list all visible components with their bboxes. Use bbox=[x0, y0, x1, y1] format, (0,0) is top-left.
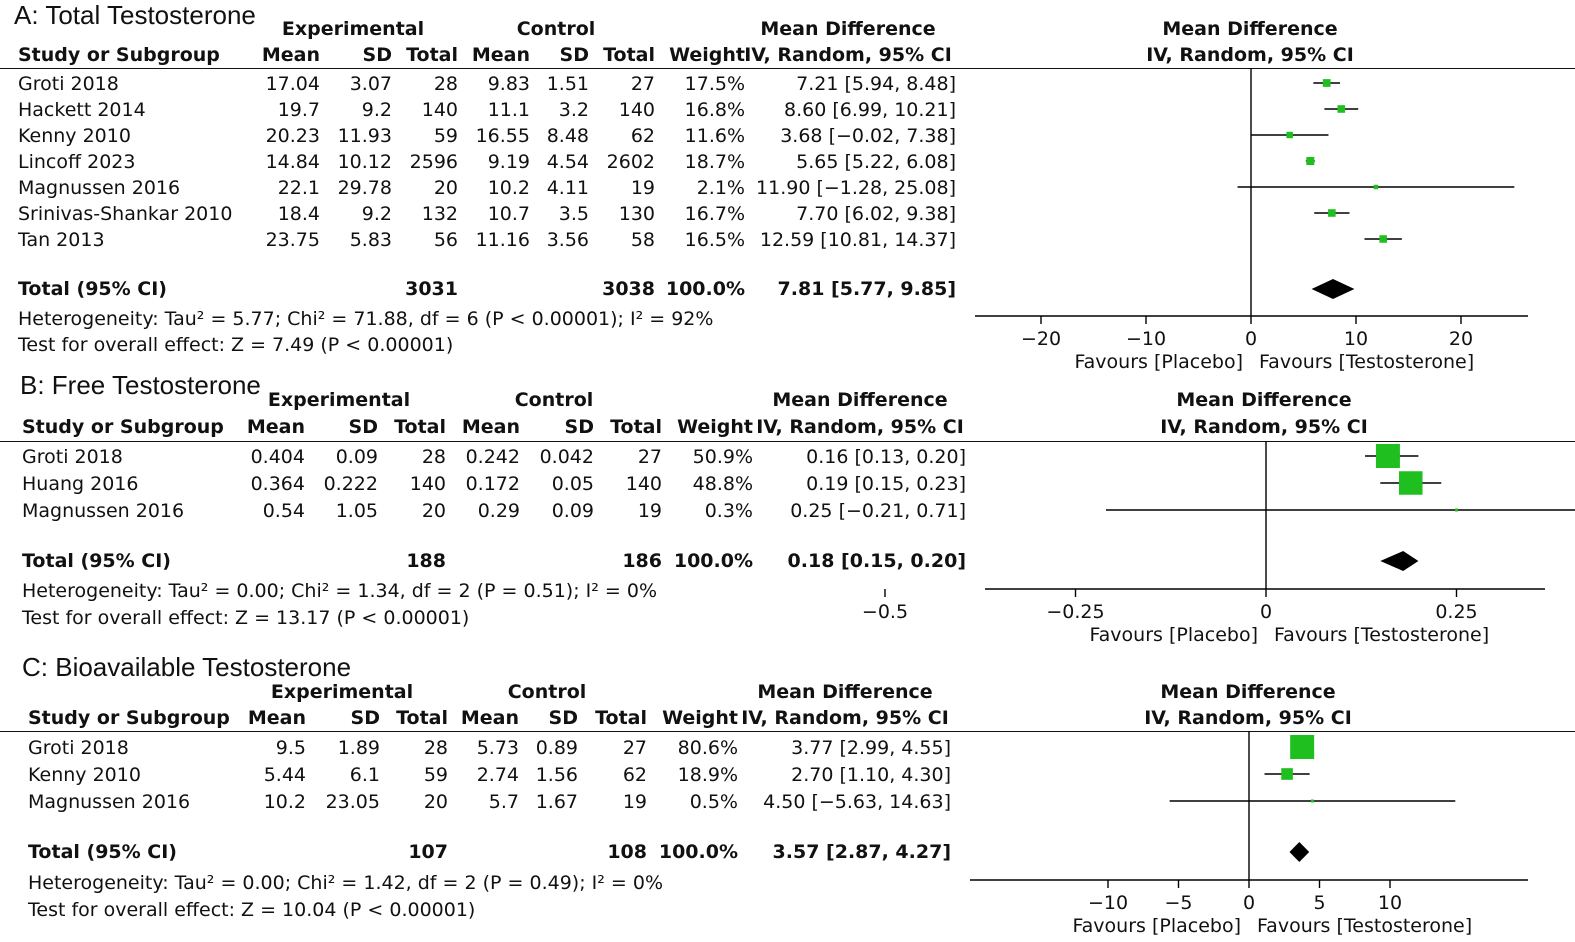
total-weight: 100.0% bbox=[658, 841, 738, 863]
exp-total: 140 bbox=[421, 99, 458, 121]
forest-plot bbox=[0, 652, 1575, 942]
header-md-plot: Mean Difference bbox=[1176, 389, 1352, 411]
ctl-total: 140 bbox=[618, 99, 655, 121]
favours-right-label: Favours [Testosterone] bbox=[1274, 624, 1490, 646]
header-ctl-sd: SD bbox=[548, 707, 578, 729]
study-name: Groti 2018 bbox=[18, 73, 119, 95]
study-marker bbox=[1455, 509, 1458, 512]
ctl-mean: 0.29 bbox=[477, 500, 520, 522]
header-exp-total: Total bbox=[396, 707, 448, 729]
x-tick-label: −10 bbox=[1125, 328, 1167, 350]
header-ctl-sd: SD bbox=[564, 416, 594, 438]
header-md-ci: IV, Random, 95% CI bbox=[756, 416, 964, 438]
panel-title: A: Total Testosterone bbox=[14, 0, 256, 30]
x-tick-label: −0.25 bbox=[1046, 601, 1105, 623]
ctl-total: 27 bbox=[630, 73, 655, 95]
exp-total: 28 bbox=[421, 446, 446, 468]
pooled-diamond bbox=[1312, 279, 1355, 299]
study-ci: 7.21 [5.94, 8.48] bbox=[796, 73, 956, 95]
study-weight: 11.6% bbox=[684, 125, 745, 147]
exp-total: 28 bbox=[423, 737, 448, 759]
favours-left-label: Favours [Placebo] bbox=[1074, 351, 1243, 373]
header-study: Study or Subgroup bbox=[22, 416, 224, 438]
total-label: Total (95% CI) bbox=[28, 841, 177, 863]
ctl-sd: 8.48 bbox=[546, 125, 589, 147]
study-marker bbox=[1374, 185, 1378, 189]
header-md: Mean Difference bbox=[760, 18, 936, 40]
study-marker bbox=[1328, 209, 1336, 217]
header-experimental: Experimental bbox=[270, 681, 414, 703]
exp-total: 140 bbox=[409, 473, 446, 495]
header-exp-sd: SD bbox=[362, 44, 392, 66]
header-ctl-mean: Mean bbox=[461, 416, 520, 438]
ctl-total: 19 bbox=[622, 791, 647, 813]
favours-left-label: Favours [Placebo] bbox=[1089, 624, 1258, 646]
exp-sd: 23.05 bbox=[325, 791, 380, 813]
header-md-plot: Mean Difference bbox=[1160, 681, 1336, 703]
favours-right-label: Favours [Testosterone] bbox=[1257, 915, 1473, 937]
exp-sd: 1.89 bbox=[337, 737, 380, 759]
exp-mean: 0.404 bbox=[250, 446, 305, 468]
total-ci: 7.81 [5.77, 9.85] bbox=[777, 278, 956, 300]
ctl-total: 62 bbox=[622, 764, 647, 786]
header-ctl-mean: Mean bbox=[460, 707, 519, 729]
exp-total: 20 bbox=[433, 177, 458, 199]
ctl-total: 19 bbox=[630, 177, 655, 199]
header-weight: Weight bbox=[669, 44, 745, 66]
study-weight: 16.8% bbox=[684, 99, 745, 121]
panel-title: B: Free Testosterone bbox=[20, 370, 261, 400]
heterogeneity-text: Heterogeneity: Tau² = 5.77; Chi² = 71.88, df = 6 (P < 0.00001); I² = 92% bbox=[18, 308, 714, 330]
study-weight: 16.5% bbox=[684, 229, 745, 251]
total-exp: 107 bbox=[408, 841, 448, 863]
ctl-sd: 0.05 bbox=[551, 473, 594, 495]
study-weight: 17.5% bbox=[684, 73, 745, 95]
exp-total: 59 bbox=[423, 764, 448, 786]
overall-effect-text: Test for overall effect: Z = 10.04 (P < 0.00001) bbox=[28, 899, 476, 921]
study-ci: 2.70 [1.10, 4.30] bbox=[791, 764, 951, 786]
ctl-total: 58 bbox=[630, 229, 655, 251]
study-name: Groti 2018 bbox=[28, 737, 129, 759]
exp-sd: 29.78 bbox=[337, 177, 392, 199]
header-ctl-total: Total bbox=[603, 44, 655, 66]
heterogeneity-text: Heterogeneity: Tau² = 0.00; Chi² = 1.34, df = 2 (P = 0.51); I² = 0% bbox=[22, 580, 658, 602]
study-marker bbox=[1290, 735, 1314, 759]
forest-panel-2 bbox=[0, 370, 1575, 660]
exp-total: 20 bbox=[423, 791, 448, 813]
study-ci: 0.16 [0.13, 0.20] bbox=[806, 446, 966, 468]
forest-plot bbox=[0, 370, 1575, 660]
x-tick-label: 0 bbox=[1244, 328, 1258, 350]
x-tick-label: 20 bbox=[1448, 328, 1474, 350]
study-weight: 48.8% bbox=[692, 473, 753, 495]
exp-total: 132 bbox=[421, 203, 458, 225]
total-ctl: 3038 bbox=[602, 278, 655, 300]
header-md: Mean Difference bbox=[757, 681, 933, 703]
total-weight: 100.0% bbox=[665, 278, 745, 300]
exp-sd: 10.12 bbox=[337, 151, 392, 173]
x-tick-label: −10 bbox=[1087, 892, 1129, 914]
ctl-mean: 16.55 bbox=[475, 125, 530, 147]
exp-sd: 11.93 bbox=[337, 125, 392, 147]
header-md-ci-plot: IV, Random, 95% CI bbox=[1146, 44, 1354, 66]
header-ctl-total: Total bbox=[595, 707, 647, 729]
exp-mean: 18.4 bbox=[277, 203, 320, 225]
exp-mean: 17.04 bbox=[265, 73, 320, 95]
study-marker bbox=[1286, 132, 1292, 138]
study-weight: 50.9% bbox=[692, 446, 753, 468]
header-study: Study or Subgroup bbox=[18, 44, 220, 66]
ctl-sd: 1.67 bbox=[535, 791, 578, 813]
ctl-sd: 0.042 bbox=[539, 446, 594, 468]
ctl-sd: 3.56 bbox=[546, 229, 589, 251]
favours-right-label: Favours [Testosterone] bbox=[1259, 351, 1475, 373]
header-md: Mean Difference bbox=[772, 389, 948, 411]
study-name: Kenny 2010 bbox=[18, 125, 131, 147]
exp-total: 56 bbox=[433, 229, 458, 251]
ctl-total: 130 bbox=[618, 203, 655, 225]
total-ci: 3.57 [2.87, 4.27] bbox=[772, 841, 951, 863]
overall-effect-text: Test for overall effect: Z = 7.49 (P < 0.00001) bbox=[18, 334, 454, 356]
ctl-sd: 1.51 bbox=[546, 73, 589, 95]
study-ci: 11.90 [−1.28, 25.08] bbox=[756, 177, 956, 199]
overall-effect-text: Test for overall effect: Z = 13.17 (P < 0.00001) bbox=[22, 607, 470, 629]
study-marker bbox=[1281, 768, 1293, 780]
x-tick-label: −5 bbox=[1164, 892, 1193, 914]
study-weight: 0.5% bbox=[689, 791, 738, 813]
study-weight: 2.1% bbox=[696, 177, 745, 199]
header-control: Control bbox=[516, 18, 596, 40]
exp-total: 59 bbox=[433, 125, 458, 147]
study-name: Hackett 2014 bbox=[18, 99, 146, 121]
total-label: Total (95% CI) bbox=[22, 550, 171, 572]
x-tick-label: 10 bbox=[1377, 892, 1403, 914]
study-marker bbox=[1379, 235, 1387, 243]
header-md-ci-plot: IV, Random, 95% CI bbox=[1144, 707, 1352, 729]
ctl-sd: 1.56 bbox=[535, 764, 578, 786]
study-weight: 18.9% bbox=[677, 764, 738, 786]
header-ctl-total: Total bbox=[610, 416, 662, 438]
total-ctl: 186 bbox=[622, 550, 662, 572]
exp-mean: 23.75 bbox=[265, 229, 320, 251]
header-exp-total: Total bbox=[406, 44, 458, 66]
header-study: Study or Subgroup bbox=[28, 707, 230, 729]
exp-mean: 22.1 bbox=[277, 177, 320, 199]
exp-sd: 0.222 bbox=[323, 473, 378, 495]
study-marker bbox=[1311, 800, 1314, 803]
header-control: Control bbox=[507, 681, 587, 703]
header-exp-sd: SD bbox=[350, 707, 380, 729]
header-exp-mean: Mean bbox=[247, 707, 306, 729]
study-name: Kenny 2010 bbox=[28, 764, 141, 786]
exp-mean: 0.364 bbox=[250, 473, 305, 495]
ctl-total: 19 bbox=[637, 500, 662, 522]
study-name: Huang 2016 bbox=[22, 473, 139, 495]
total-ci: 0.18 [0.15, 0.20] bbox=[787, 550, 966, 572]
header-ctl-mean: Mean bbox=[471, 44, 530, 66]
header-exp-mean: Mean bbox=[261, 44, 320, 66]
header-exp-mean: Mean bbox=[246, 416, 305, 438]
ctl-mean: 9.83 bbox=[487, 73, 530, 95]
ctl-sd: 4.54 bbox=[546, 151, 589, 173]
exp-sd: 6.1 bbox=[349, 764, 380, 786]
exp-sd: 9.2 bbox=[361, 203, 392, 225]
header-experimental: Experimental bbox=[281, 18, 425, 40]
ctl-sd: 0.09 bbox=[551, 500, 594, 522]
header-md-ci: IV, Random, 95% CI bbox=[741, 707, 949, 729]
exp-sd: 0.09 bbox=[335, 446, 378, 468]
ctl-sd: 3.2 bbox=[558, 99, 589, 121]
study-ci: 4.50 [−5.63, 14.63] bbox=[763, 791, 951, 813]
x-tick-label: −20 bbox=[1020, 328, 1062, 350]
header-md-plot: Mean Difference bbox=[1162, 18, 1338, 40]
study-marker bbox=[1376, 444, 1400, 468]
study-marker bbox=[1323, 79, 1331, 87]
ctl-mean: 0.242 bbox=[465, 446, 520, 468]
ctl-mean: 0.172 bbox=[465, 473, 520, 495]
exp-total: 2596 bbox=[409, 151, 458, 173]
study-weight: 18.7% bbox=[684, 151, 745, 173]
study-name: Groti 2018 bbox=[22, 446, 123, 468]
header-exp-total: Total bbox=[394, 416, 446, 438]
header-ctl-sd: SD bbox=[559, 44, 589, 66]
ctl-mean: 9.19 bbox=[487, 151, 530, 173]
exp-mean: 19.7 bbox=[277, 99, 320, 121]
ctl-total: 27 bbox=[622, 737, 647, 759]
ctl-sd: 4.11 bbox=[546, 177, 589, 199]
header-control: Control bbox=[514, 389, 594, 411]
ctl-total: 140 bbox=[625, 473, 662, 495]
study-marker bbox=[1338, 105, 1346, 113]
x-tick-label: 10 bbox=[1343, 328, 1369, 350]
exp-total: 28 bbox=[433, 73, 458, 95]
exp-mean: 0.54 bbox=[262, 500, 305, 522]
study-weight: 0.3% bbox=[704, 500, 753, 522]
study-name: Tan 2013 bbox=[18, 229, 105, 251]
pooled-diamond bbox=[1380, 551, 1418, 571]
study-ci: 3.68 [−0.02, 7.38] bbox=[780, 125, 956, 147]
exp-mean: 20.23 bbox=[265, 125, 320, 147]
ctl-total: 27 bbox=[637, 446, 662, 468]
pooled-diamond bbox=[1289, 842, 1309, 862]
x-tick-label: 5 bbox=[1313, 892, 1326, 914]
ctl-mean: 2.74 bbox=[476, 764, 519, 786]
header-exp-sd: SD bbox=[348, 416, 378, 438]
ctl-total: 62 bbox=[630, 125, 655, 147]
header-weight: Weight bbox=[677, 416, 753, 438]
study-ci: 0.25 [−0.21, 0.71] bbox=[790, 500, 966, 522]
exp-sd: 1.05 bbox=[335, 500, 378, 522]
study-name: Srinivas-Shankar 2010 bbox=[18, 203, 233, 225]
exp-sd: 9.2 bbox=[361, 99, 392, 121]
header-weight: Weight bbox=[662, 707, 738, 729]
study-ci: 5.65 [5.22, 6.08] bbox=[796, 151, 956, 173]
ctl-mean: 11.1 bbox=[487, 99, 530, 121]
exp-sd: 3.07 bbox=[349, 73, 392, 95]
total-exp: 3031 bbox=[405, 278, 458, 300]
total-weight: 100.0% bbox=[673, 550, 753, 572]
panel-title: C: Bioavailable Testosterone bbox=[22, 652, 352, 682]
x-tick-label: 0 bbox=[1259, 601, 1273, 623]
ctl-mean: 10.7 bbox=[487, 203, 530, 225]
exp-mean: 10.2 bbox=[263, 791, 306, 813]
study-weight: 80.6% bbox=[677, 737, 738, 759]
study-name: Magnussen 2016 bbox=[18, 177, 181, 199]
header-md-ci-plot: IV, Random, 95% CI bbox=[1160, 416, 1368, 438]
ctl-total: 2602 bbox=[606, 151, 655, 173]
forest-panel-1 bbox=[0, 0, 1575, 373]
ctl-mean: 11.16 bbox=[475, 229, 530, 251]
exp-sd: 5.83 bbox=[349, 229, 392, 251]
forest-panel-3 bbox=[0, 652, 1575, 942]
study-ci: 8.60 [6.99, 10.21] bbox=[784, 99, 956, 121]
total-label: Total (95% CI) bbox=[18, 278, 167, 300]
x-tick-label: 0 bbox=[1242, 892, 1256, 914]
exp-mean: 5.44 bbox=[263, 764, 306, 786]
study-marker bbox=[1306, 157, 1314, 165]
header-md-ci: IV, Random, 95% CI bbox=[744, 44, 952, 66]
ctl-mean: 10.2 bbox=[487, 177, 530, 199]
study-name: Magnussen 2016 bbox=[22, 500, 185, 522]
ctl-sd: 3.5 bbox=[558, 203, 589, 225]
total-exp: 188 bbox=[406, 550, 446, 572]
heterogeneity-text: Heterogeneity: Tau² = 0.00; Chi² = 1.42, df = 2 (P = 0.49); I² = 0% bbox=[28, 872, 664, 894]
ctl-mean: 5.73 bbox=[476, 737, 519, 759]
exp-mean: 9.5 bbox=[275, 737, 306, 759]
study-name: Lincoff 2023 bbox=[18, 151, 136, 173]
header-experimental: Experimental bbox=[267, 389, 411, 411]
ctl-mean: 5.7 bbox=[488, 791, 519, 813]
study-marker bbox=[1399, 471, 1422, 494]
exp-total: 20 bbox=[421, 500, 446, 522]
study-ci: 0.19 [0.15, 0.23] bbox=[806, 473, 966, 495]
total-ctl: 108 bbox=[607, 841, 647, 863]
exp-mean: 14.84 bbox=[265, 151, 320, 173]
favours-left-label: Favours [Placebo] bbox=[1072, 915, 1241, 937]
study-name: Magnussen 2016 bbox=[28, 791, 191, 813]
x-tick-label: −0.5 bbox=[861, 601, 909, 623]
study-ci: 12.59 [10.81, 14.37] bbox=[759, 229, 956, 251]
study-weight: 16.7% bbox=[684, 203, 745, 225]
x-tick-label: 0.25 bbox=[1435, 601, 1478, 623]
study-ci: 7.70 [6.02, 9.38] bbox=[796, 203, 956, 225]
study-ci: 3.77 [2.99, 4.55] bbox=[791, 737, 951, 759]
ctl-sd: 0.89 bbox=[535, 737, 578, 759]
